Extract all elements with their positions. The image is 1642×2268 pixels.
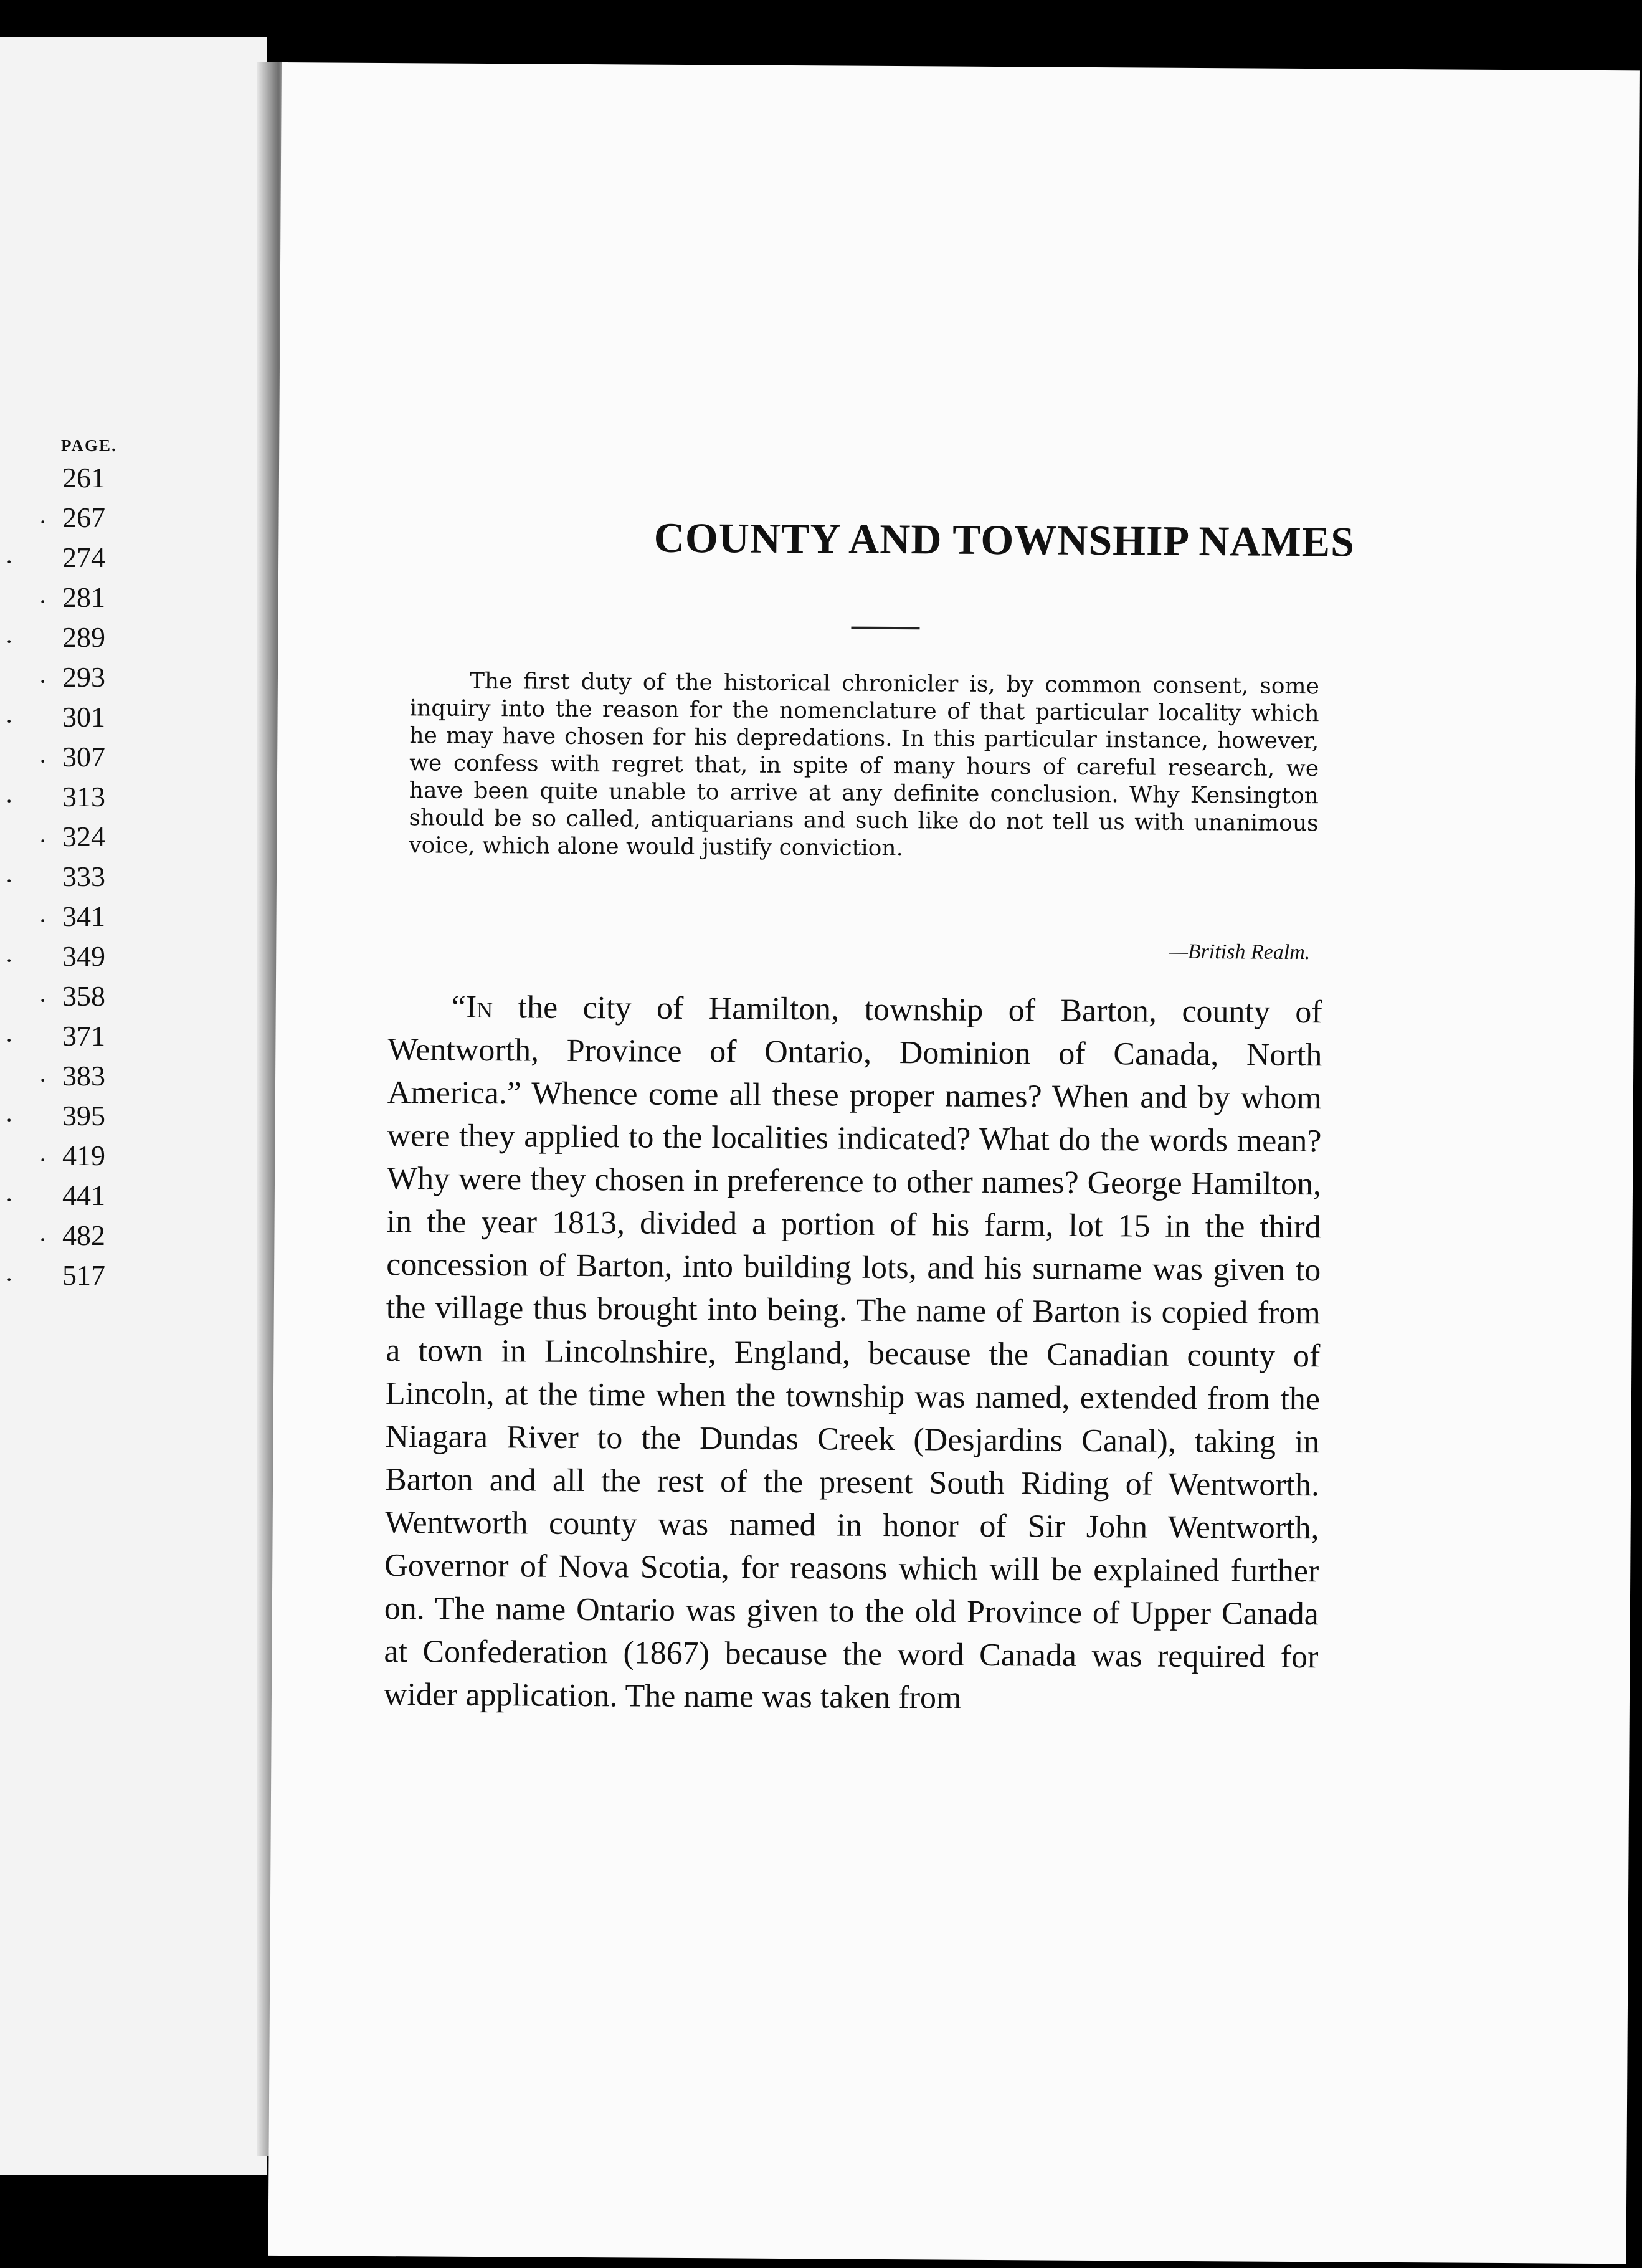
toc-page-number: 441 (62, 1179, 105, 1211)
toc-page-number: 333 (62, 860, 105, 892)
toc-entry (0, 900, 125, 940)
toc-entry (0, 581, 125, 621)
toc-page-number: 349 (62, 940, 105, 972)
chapter-title: COUNTY AND TOWNSHIP NAMES (653, 513, 1355, 566)
leader-dot: · (39, 508, 47, 536)
leader-dot: · (5, 787, 14, 815)
body-paragraph (384, 985, 1322, 1722)
toc-entry (0, 1019, 125, 1059)
toc-page-number: 267 (62, 502, 105, 533)
toc-entry (0, 780, 125, 820)
epigraph: The first duty of the historical chronicler is, by common consent, some inquiry into the reason for the nomenclature of that particular locality which he may have chosen for his depredations. In this particular instance, however, we confess with regret that, in spite of many hours of careful research, we have been quite unable to arrive at any definite conclusion. Why Kensington should be so called, antiquarians and such like do not tell us with unanimous voice, which alone would justify conviction. (409, 668, 1320, 862)
document-page (268, 62, 1639, 2264)
toc-entry (0, 740, 125, 780)
opening-quote: “ (451, 989, 467, 1025)
toc-entry (0, 660, 125, 700)
leader-dot: · (5, 548, 14, 576)
toc-page-list (0, 461, 125, 1298)
leader-dot: · (5, 1186, 14, 1214)
toc-page-number: 274 (62, 541, 105, 573)
toc-entry (0, 1059, 125, 1099)
leader-dot: · (5, 1106, 14, 1134)
leader-dot: · (39, 667, 47, 695)
toc-entry (0, 820, 125, 860)
toc-entry (0, 1179, 125, 1219)
leader-dot: · (5, 1026, 14, 1054)
toc-entry (0, 461, 125, 501)
toc-page-number: 383 (62, 1060, 105, 1092)
leader-dot: · (39, 986, 47, 1014)
toc-page-number: 358 (62, 980, 105, 1012)
toc-entry (0, 1139, 125, 1179)
leader-dot: · (5, 1265, 14, 1294)
toc-page-number: 261 (62, 462, 105, 493)
toc-page-number: 281 (62, 581, 105, 613)
leader-dot: · (39, 1226, 47, 1254)
toc-entry (0, 860, 125, 900)
leader-dot: · (5, 627, 14, 655)
toc-page-number: 395 (62, 1100, 105, 1132)
leader-dot: · (5, 707, 14, 735)
toc-entry (0, 979, 125, 1019)
toc-page-number: 313 (62, 781, 105, 812)
toc-page-number: 324 (62, 821, 105, 852)
toc-entry (0, 621, 125, 660)
leader-dot: · (39, 1146, 47, 1174)
toc-page-number: 293 (62, 661, 105, 693)
previous-page (0, 37, 267, 2175)
toc-page-number: 517 (62, 1259, 105, 1291)
toc-page-number: 307 (62, 741, 105, 773)
toc-entry (0, 1219, 125, 1259)
leader-dot: · (39, 588, 47, 616)
first-word: In (465, 989, 493, 1026)
toc-page-number: 371 (62, 1020, 105, 1052)
body-text: the city of Hamilton, township of Barton, county of Wentworth, Province of Ontario, Dominion of Canada, North America.” Whence come all these proper names? When and by whom were they applied to the localities indicated? What do the words mean? Why were they chosen in preference to other names? George Hamilton, in the year 1813, divided a portion of his farm, lot 15 in the third concession of Barton, into building lots, and his surname was given to the village thus brought into being. The name of Barton is copied from a town in Lincolnshire, England, because the Canadian county of Lincoln, at the time when the township was named, extended from the Niagara River to the Dundas Creek (Desjardins Canal), taking in Barton and all the rest of the present South Riding of Wentworth. Wentworth county was named in honor of Sir John Wentworth, Governor of Nova Scotia, for reasons which will be explained further on. The name Ontario was given to the old Province of Upper Canada at Confederation (1867) because the word Canada was required for wider application. The name was taken from (383, 989, 1322, 1716)
leader-dot: · (39, 827, 47, 855)
toc-heading: PAGE. (61, 436, 117, 455)
title-divider (851, 627, 919, 630)
toc-page-number: 482 (62, 1219, 105, 1251)
toc-entry (0, 1259, 125, 1298)
toc-entry (0, 700, 125, 740)
toc-page-number: 341 (62, 900, 105, 932)
leader-dot: · (5, 867, 14, 895)
toc-page-number: 419 (62, 1140, 105, 1171)
leader-dot: · (39, 747, 47, 775)
toc-page-number: 301 (62, 701, 105, 733)
toc-entry (0, 1099, 125, 1139)
toc-page-number: 289 (62, 621, 105, 653)
leader-dot: · (39, 1066, 47, 1094)
leader-dot: · (5, 946, 14, 974)
leader-dot: · (39, 907, 47, 935)
toc-entry (0, 940, 125, 979)
toc-entry (0, 541, 125, 581)
epigraph-source: —British Realm. (1169, 940, 1311, 965)
toc-entry (0, 501, 125, 541)
